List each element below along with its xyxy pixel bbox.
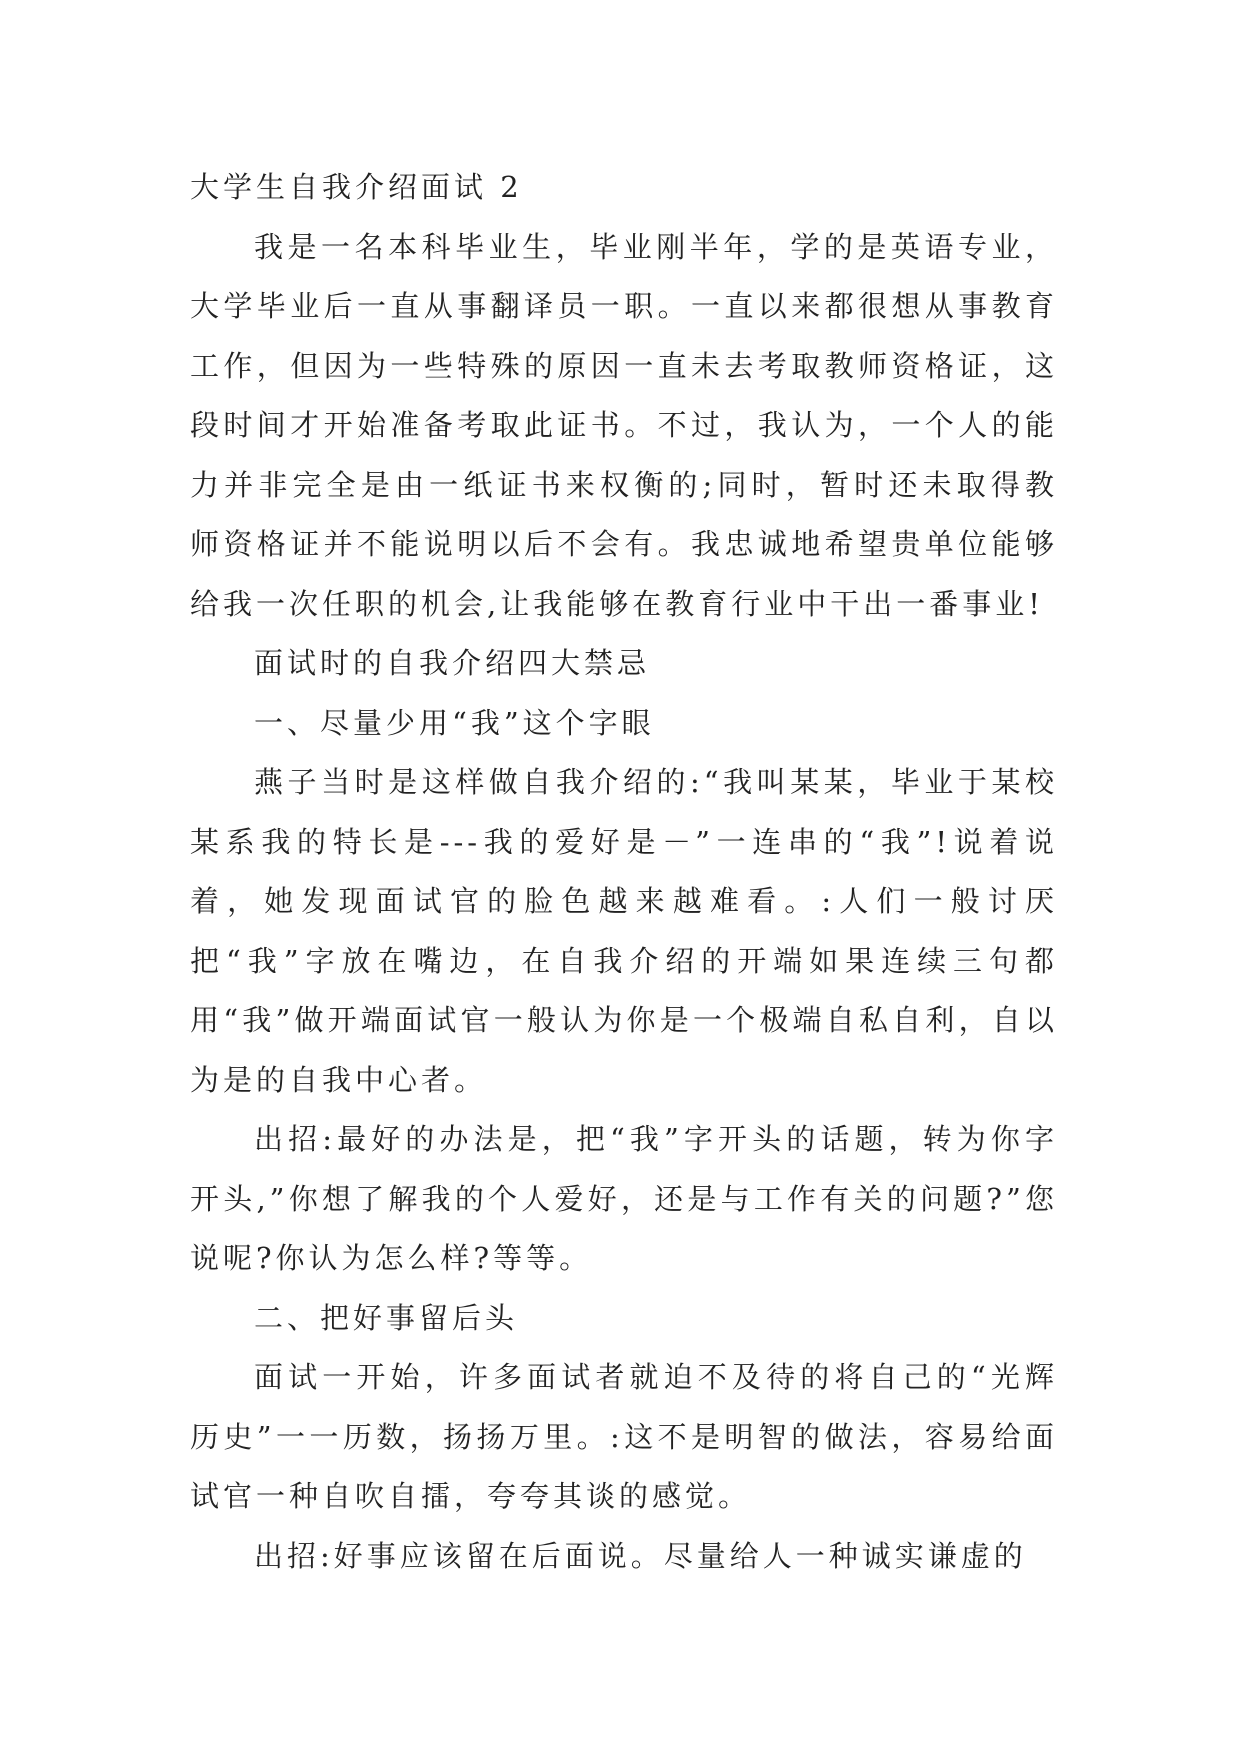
- document-body: [190, 158, 1058, 1586]
- paragraph-self-intro: 我是一名本科毕业生，毕业刚半年，学的是英语专业，大学毕业后一直从事翻译员一职。一直以来都很想从事教育工作，但因为一些特殊的原因一直未去考取教师资格证，这段时间才开始准备考取此证书。不过，我认为，一个人的能力并非完全是由一纸证书来权衡的;同时，暂时还未取得教师资格证并不能说明以后不会有。我忠诚地希望贵单位能够给我一次任职的机会,让我能够在教育行业中干出一番事业!: [190, 229, 1058, 621]
- taboo-heading-1: 一、尽量少用“我”这个字眼: [254, 705, 655, 740]
- document-title: 大学生自我介绍面试 2: [190, 170, 523, 204]
- paragraph-taboo-1-story: 燕子当时是这样做自我介绍的:“我叫某某，毕业于某校某系我的特长是---我的爱好是－”一连串的“我”!说着说着，她发现面试官的脸色越来越难看。:人们一般讨厌把“我”字放在嘴边，在自我介绍的开端如果连续三句都用“我”做开端面试官一般认为你是一个极端自私自利，自以为是的自我中心者。: [190, 765, 1058, 1097]
- paragraph-taboo-2-tip: 出招:好事应该留在后面说。尽量给人一种诚实谦虚的: [254, 1538, 1027, 1573]
- paragraph-taboo-1-tip: 出招:最好的办法是，把“我”字开头的话题，转为你字开头,”你想了解我的个人爱好，还是与工作有关的问题?”您说呢?你认为怎么样?等等。: [190, 1122, 1058, 1275]
- taboo-heading-2: 二、把好事留后头: [254, 1300, 519, 1335]
- section-heading-taboos: 面试时的自我介绍四大禁忌: [254, 646, 651, 680]
- paragraph-taboo-2-story: 面试一开始，许多面试者就迫不及待的将自己的“光辉历史”一一历数，扬扬万里。:这不是明智的做法，容易给面试官一种自吹自擂，夸夸其谈的感觉。: [190, 1360, 1058, 1513]
